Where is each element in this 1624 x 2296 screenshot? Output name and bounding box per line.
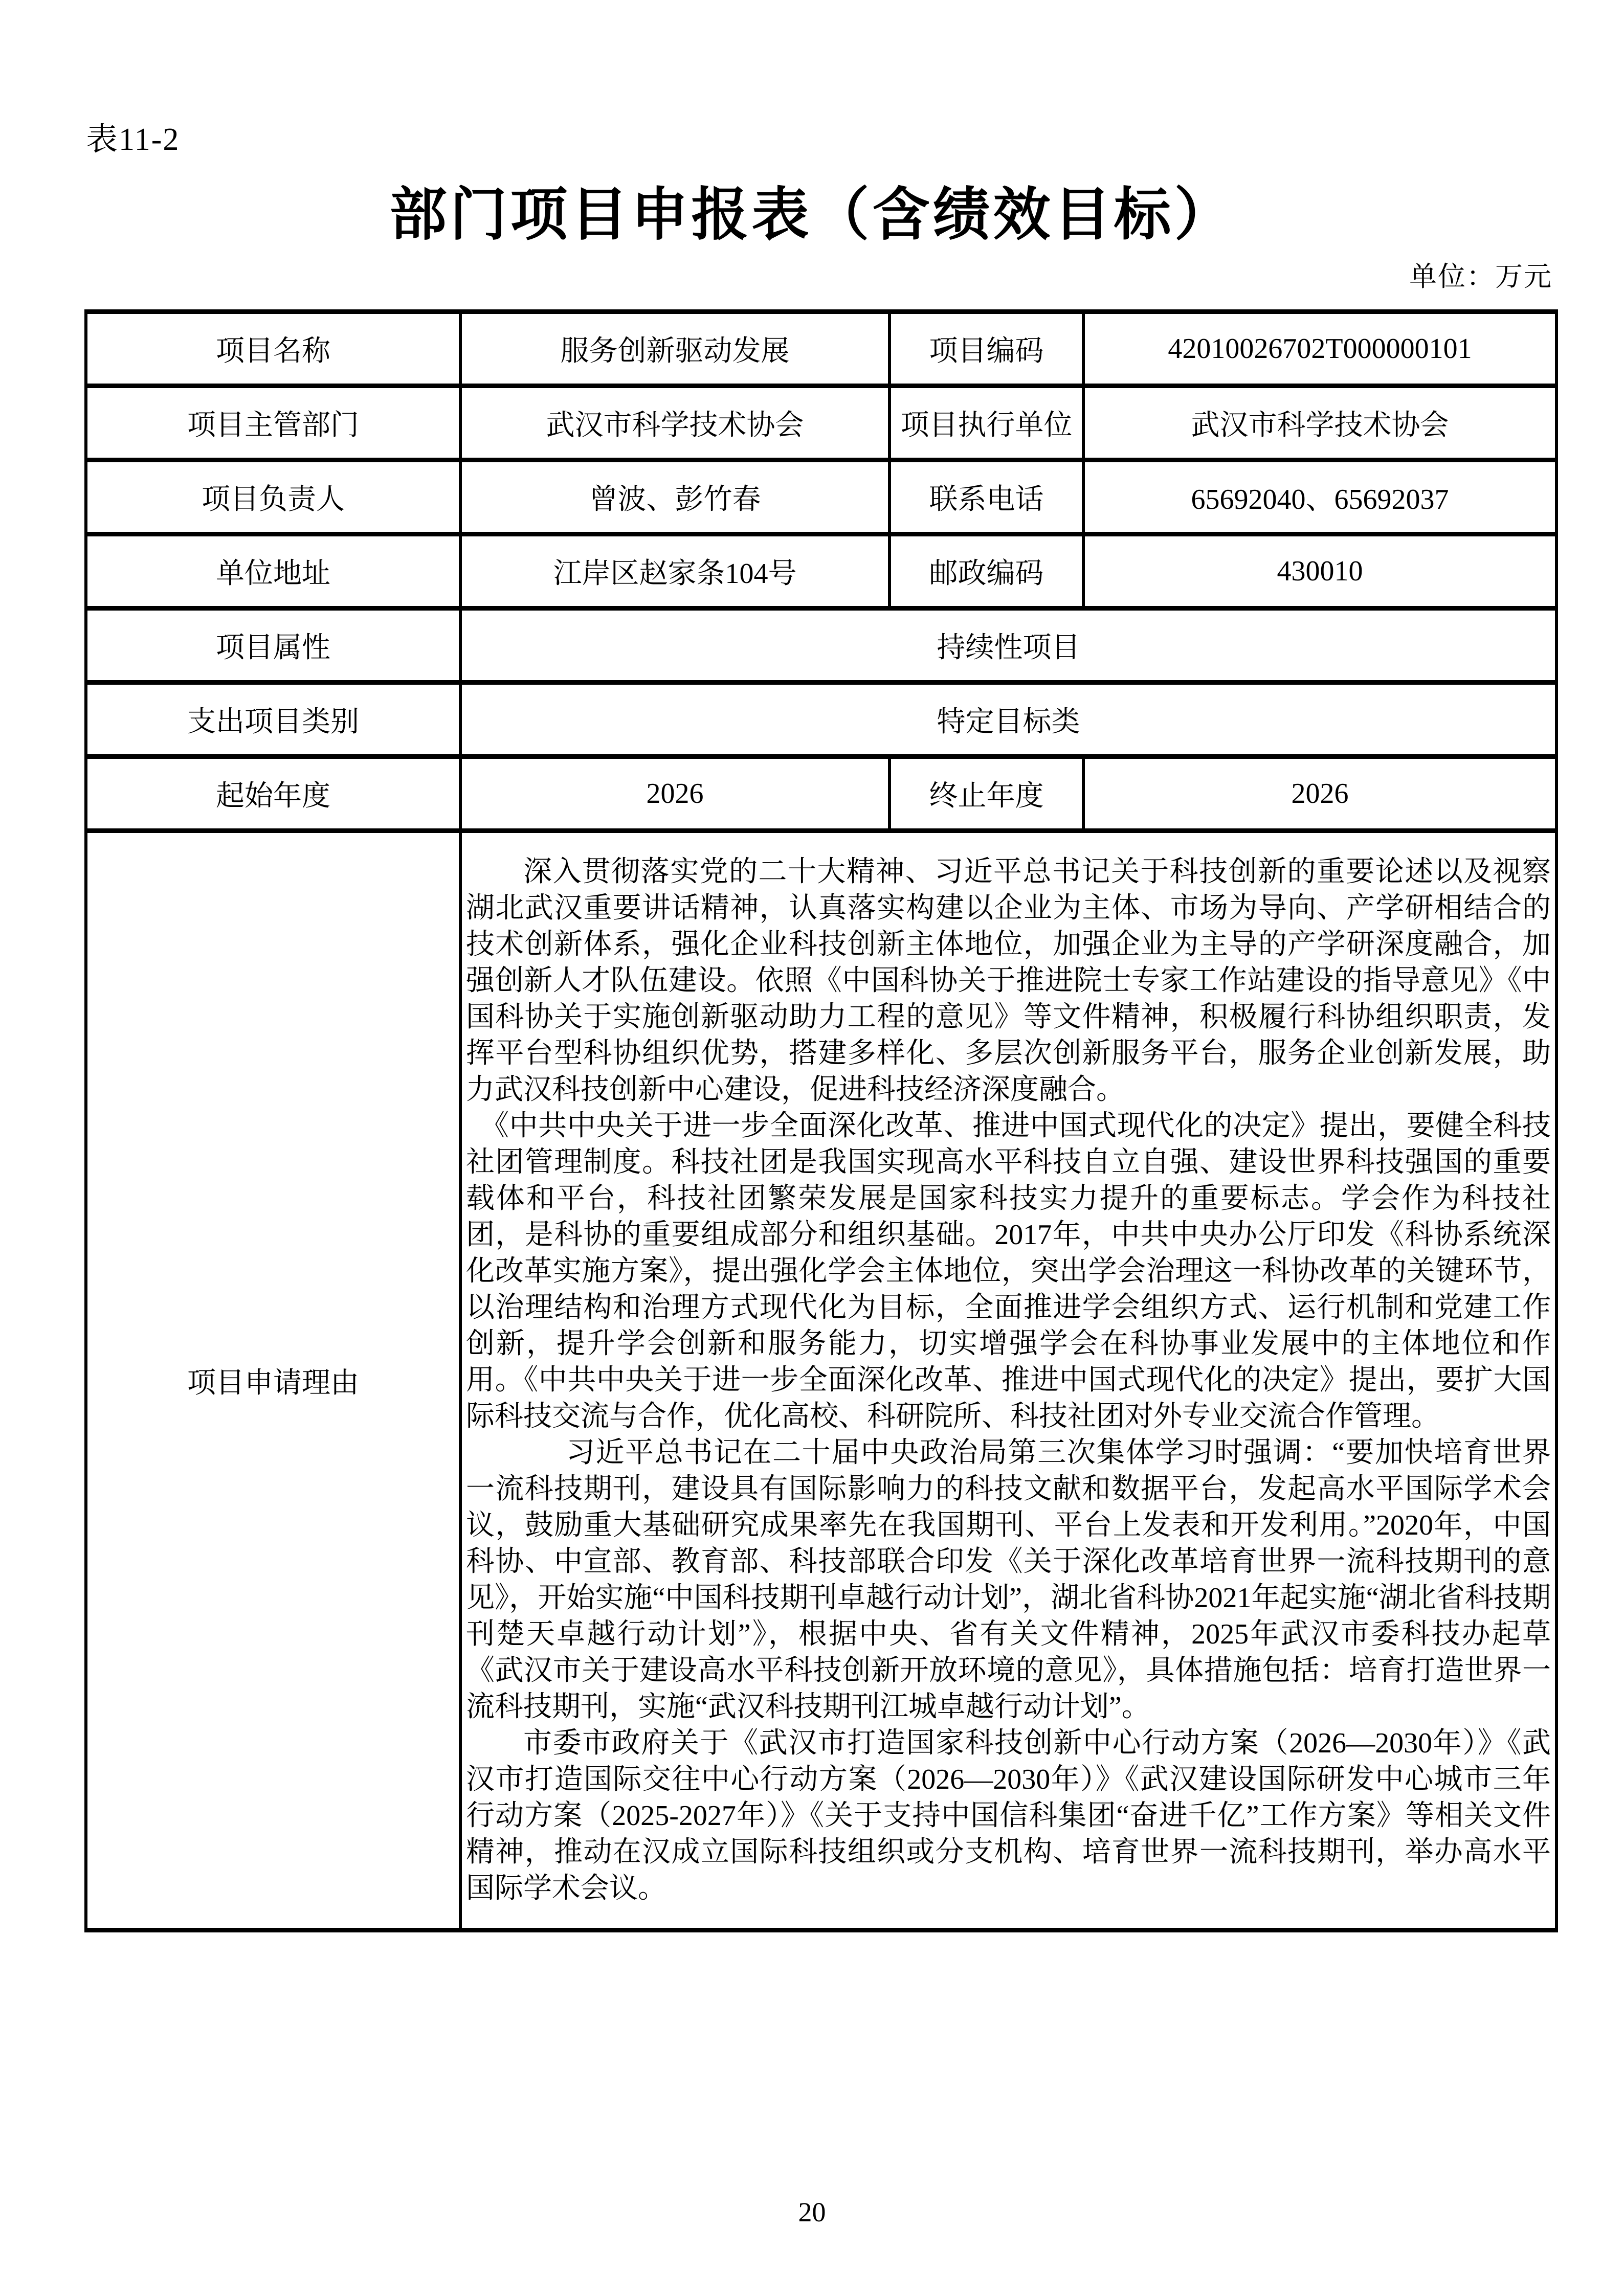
project-name-value: 服务创新驱动发展 — [460, 312, 889, 386]
page-title: 部门项目申报表（含绩效目标） — [389, 183, 1235, 246]
contact-phone-label: 联系电话 — [889, 460, 1083, 534]
supervising-department-value: 武汉市科学技术协会 — [460, 386, 889, 460]
executing-unit-label: 项目执行单位 — [889, 386, 1083, 460]
table-row — [86, 312, 1556, 386]
table-row — [86, 460, 1556, 534]
project-code-label: 项目编码 — [889, 312, 1083, 386]
reason-paragraph: 习近平总书记在二十届中央政治局第三次集体学习时强调：“要加快培育世界一流科技期刊，建设具有国际影响力的科技文献和数据平台，发起高水平国际学术会议，鼓励重大基础研究成果率先在我国期刊、平台上发表和开发利用。”2020年，中国科协、中宣部、教育部、科技部联合印发《关于深化改革培育世界一流科技期刊的意见》，开始实施“中国科技期刊卓越行动计划”，湖北省科协2021年起实施“湖北省科技期刊楚天卓越行动计划”》，根据中央、省有关文件精神，2025年武汉市委科技办起草《武汉市关于建设高水平科技创新开放环境的意见》，具体措施包括：培育打造世界一流科技期刊，实施“武汉科技期刊江城卓越行动计划”。 — [466, 1437, 1551, 1723]
project-leader-value: 曾波、彭竹春 — [460, 460, 889, 534]
postal-code-label: 邮政编码 — [889, 534, 1083, 609]
unit-address-value: 江岸区赵家条104号 — [460, 534, 889, 609]
start-year-value: 2026 — [460, 757, 889, 831]
reason-paragraph: 深入贯彻落实党的二十大精神、习近平总书记关于科技创新的重要论述以及视察湖北武汉重要讲话精神，认真落实构建以企业为主体、市场为导向、产学研相结合的技术创新体系，强化企业科技创新主体地位，加强企业为主导的产学研深度融合，加强创新人才队伍建设。依照《中国科协关于推进院士专家工作站建设的指导意见》《中国科协关于实施创新驱动助力工程的意见》等文件精神，积极履行科协组织职责，发挥平台型科协组织优势，搭建多样化、多层次创新服务平台，服务企业创新发展，助力武汉科技创新中心建设，促进科技经济深度融合。 — [466, 856, 1551, 1106]
project-name-label: 项目名称 — [86, 312, 460, 386]
executing-unit-value: 武汉市科学技术协会 — [1083, 386, 1556, 460]
table-row — [86, 534, 1556, 609]
table-row — [86, 609, 1556, 683]
start-year-label: 起始年度 — [86, 757, 460, 831]
unit-address-label: 单位地址 — [86, 534, 460, 609]
end-year-label: 终止年度 — [889, 757, 1083, 831]
project-attribute-value: 持续性项目 — [460, 609, 1556, 683]
reason-paragraph: 《中共中央关于进一步全面深化改革、推进中国式现代化的决定》提出，要健全科技社团管理制度。科技社团是我国实现高水平科技自立自强、建设世界科技强国的重要载体和平台，科技社团繁荣发展是国家科技实力提升的重要标志。学会作为科技社团，是科协的重要组成部分和组织基础。2017年，中共中央办公厅印发《科协系统深化改革实施方案》，提出强化学会主体地位，突出学会治理这一科协改革的关键环节，以治理结构和治理方式现代化为目标，全面推进学会组织方式、运行机制和党建工作创新，提升学会创新和服务能力，切实增强学会在科协事业发展中的主体地位和作用。《中共中央关于进一步全面深化改革、推进中国式现代化的决定》提出，要扩大国际科技交流与合作，优化高校、科研院所、科技社团对外专业交流合作管理。 — [466, 1110, 1551, 1432]
reason-paragraph: 市委市政府关于《武汉市打造国家科技创新中心行动方案（2026—2030年）》《武汉市打造国际交往中心行动方案（2026—2030年）》《武汉建设国际研发中心城市三年行动方案（2025-2027年）》《关于支持中国信科集团“奋进千亿”工作方案》等相关文件精神，推动在汉成立国际科技组织或分支机构、培育世界一流科技期刊，举办高水平国际学术会议。 — [466, 1727, 1551, 1904]
contact-phone-value: 65692040、65692037 — [1083, 460, 1556, 534]
expenditure-category-label: 支出项目类别 — [86, 683, 460, 757]
unit-note: 单位：万元 — [1409, 261, 1552, 292]
expenditure-category-value: 特定目标类 — [460, 683, 1556, 757]
end-year-value: 2026 — [1083, 757, 1556, 831]
project-attribute-label: 项目属性 — [86, 609, 460, 683]
table-row — [86, 683, 1556, 757]
table-row — [86, 757, 1556, 831]
project-leader-label: 项目负责人 — [86, 460, 460, 534]
postal-code-value: 430010 — [1083, 534, 1556, 609]
application-reason-content — [460, 831, 1556, 1930]
table-row — [86, 386, 1556, 460]
application-reason-label: 项目申请理由 — [86, 831, 460, 1930]
form-code: 表11-2 — [86, 122, 180, 157]
application-form-table — [84, 309, 1558, 1932]
project-code-value: 42010026702T000000101 — [1083, 312, 1556, 386]
table-row — [86, 831, 1556, 1930]
page-number: 20 — [798, 2197, 826, 2227]
supervising-department-label: 项目主管部门 — [86, 386, 460, 460]
